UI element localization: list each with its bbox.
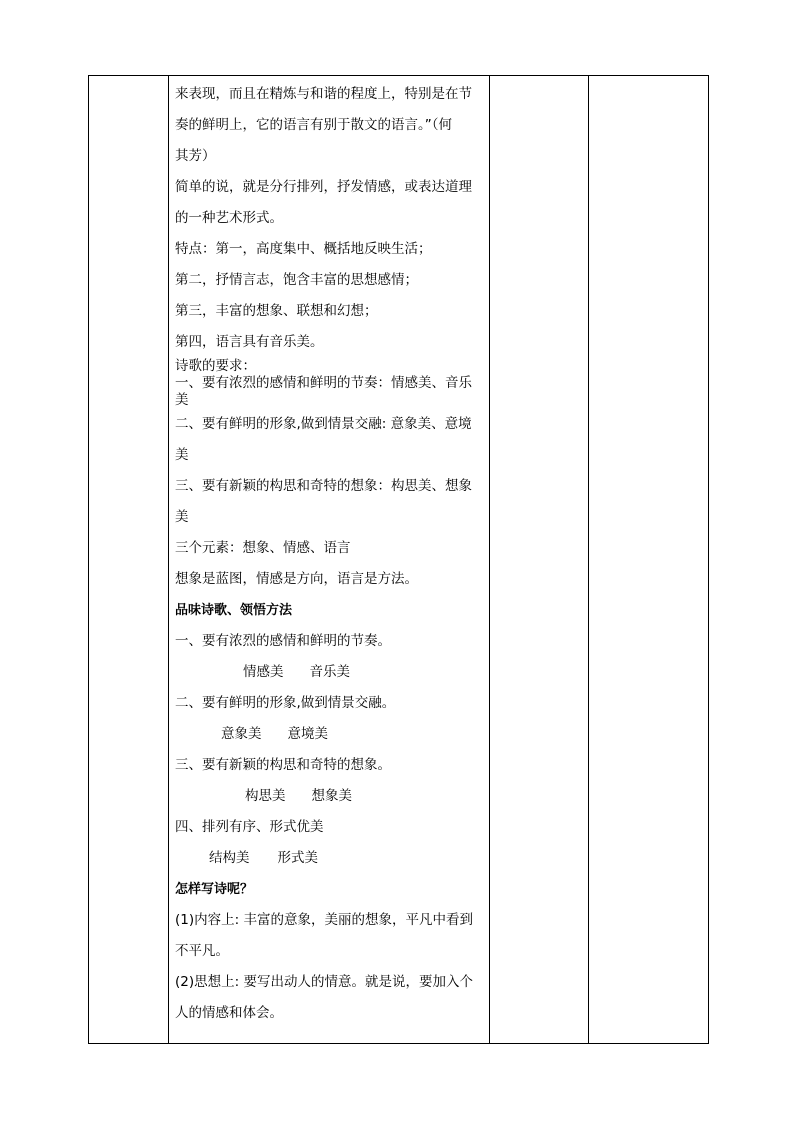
text-line: 特点：第一，高度集中、概括地反映生活； bbox=[175, 241, 432, 257]
text-item: 结构美 bbox=[209, 850, 250, 866]
lesson-table bbox=[88, 75, 709, 1044]
text-line: 简单的说，就是分行排列，抒发情感，或表达道理 bbox=[175, 179, 472, 195]
text-item: 音乐美 bbox=[309, 664, 350, 680]
text-line: 的一种艺术形式。 bbox=[175, 210, 283, 226]
text-line: (1)内容上: 丰富的意象，美丽的想象，平凡中看到 bbox=[175, 912, 473, 928]
text-line: 三、要有新颖的构思和奇特的想象。 bbox=[175, 757, 391, 773]
table-row bbox=[89, 76, 709, 1044]
text-item: 意象美 bbox=[221, 726, 262, 742]
text-item: 情感美 bbox=[243, 664, 284, 680]
text-line: 第四，语言具有音乐美。 bbox=[175, 334, 324, 350]
text-line: 美 bbox=[175, 509, 189, 525]
indented-line bbox=[175, 781, 485, 812]
text-line: 三、要有新颖的构思和奇特的想象：构思美、想象 bbox=[175, 478, 472, 494]
text-line: 人的情感和体会。 bbox=[175, 1005, 283, 1021]
text-line: 二、要有鲜明的形象,做到情景交融。 bbox=[175, 695, 396, 711]
text-line: 来表现，而且在精炼与和谐的程度上，特别是在节 bbox=[175, 86, 472, 102]
text-line: 三个元素：想象、情感、语言 bbox=[175, 540, 351, 556]
table-cell-fourth bbox=[589, 76, 709, 1044]
text-line: 第三，丰富的想象、联想和幻想； bbox=[175, 303, 378, 319]
table-cell-left bbox=[89, 76, 169, 1044]
text-line: 想象是蓝图，情感是方向，语言是方法。 bbox=[175, 571, 418, 587]
text-line: 其芳） bbox=[175, 148, 216, 164]
text-line: 不平凡。 bbox=[175, 943, 229, 959]
text-item: 形式美 bbox=[277, 850, 318, 866]
section-heading: 品味诗歌、领悟方法 bbox=[175, 603, 293, 618]
text-line: 美 bbox=[175, 392, 189, 408]
indented-line bbox=[175, 719, 485, 750]
text-item: 构思美 bbox=[245, 788, 286, 804]
text-line: 第二，抒情言志，饱含丰富的思想感情； bbox=[175, 272, 418, 288]
text-line: 四、排列有序、形式优美 bbox=[175, 819, 324, 835]
table-cell-third bbox=[490, 76, 589, 1044]
text-item: 意境美 bbox=[287, 726, 328, 742]
text-line: 诗歌的要求： bbox=[175, 358, 256, 374]
text-line: 美 bbox=[175, 447, 189, 463]
indented-line bbox=[175, 843, 485, 874]
text-line: 二、要有鲜明的形象,做到情景交融: 意象美、意境 bbox=[175, 416, 472, 432]
section-heading: 怎样写诗呢？ bbox=[175, 882, 254, 897]
text-line: 奏的鲜明上，它的语言有别于散文的语言。”（何 bbox=[175, 117, 452, 133]
table-cell-content bbox=[169, 76, 490, 1044]
indented-line bbox=[175, 657, 485, 688]
text-line: 一、要有浓烈的感情和鲜明的节奏：情感美、音乐 bbox=[175, 375, 472, 391]
content-text bbox=[169, 76, 489, 1029]
text-item: 想象美 bbox=[311, 788, 352, 804]
text-line: 一、要有浓烈的感情和鲜明的节奏。 bbox=[175, 633, 391, 649]
text-line: (2)思想上: 要写出动人的情意。就是说，要加入个 bbox=[175, 974, 473, 990]
